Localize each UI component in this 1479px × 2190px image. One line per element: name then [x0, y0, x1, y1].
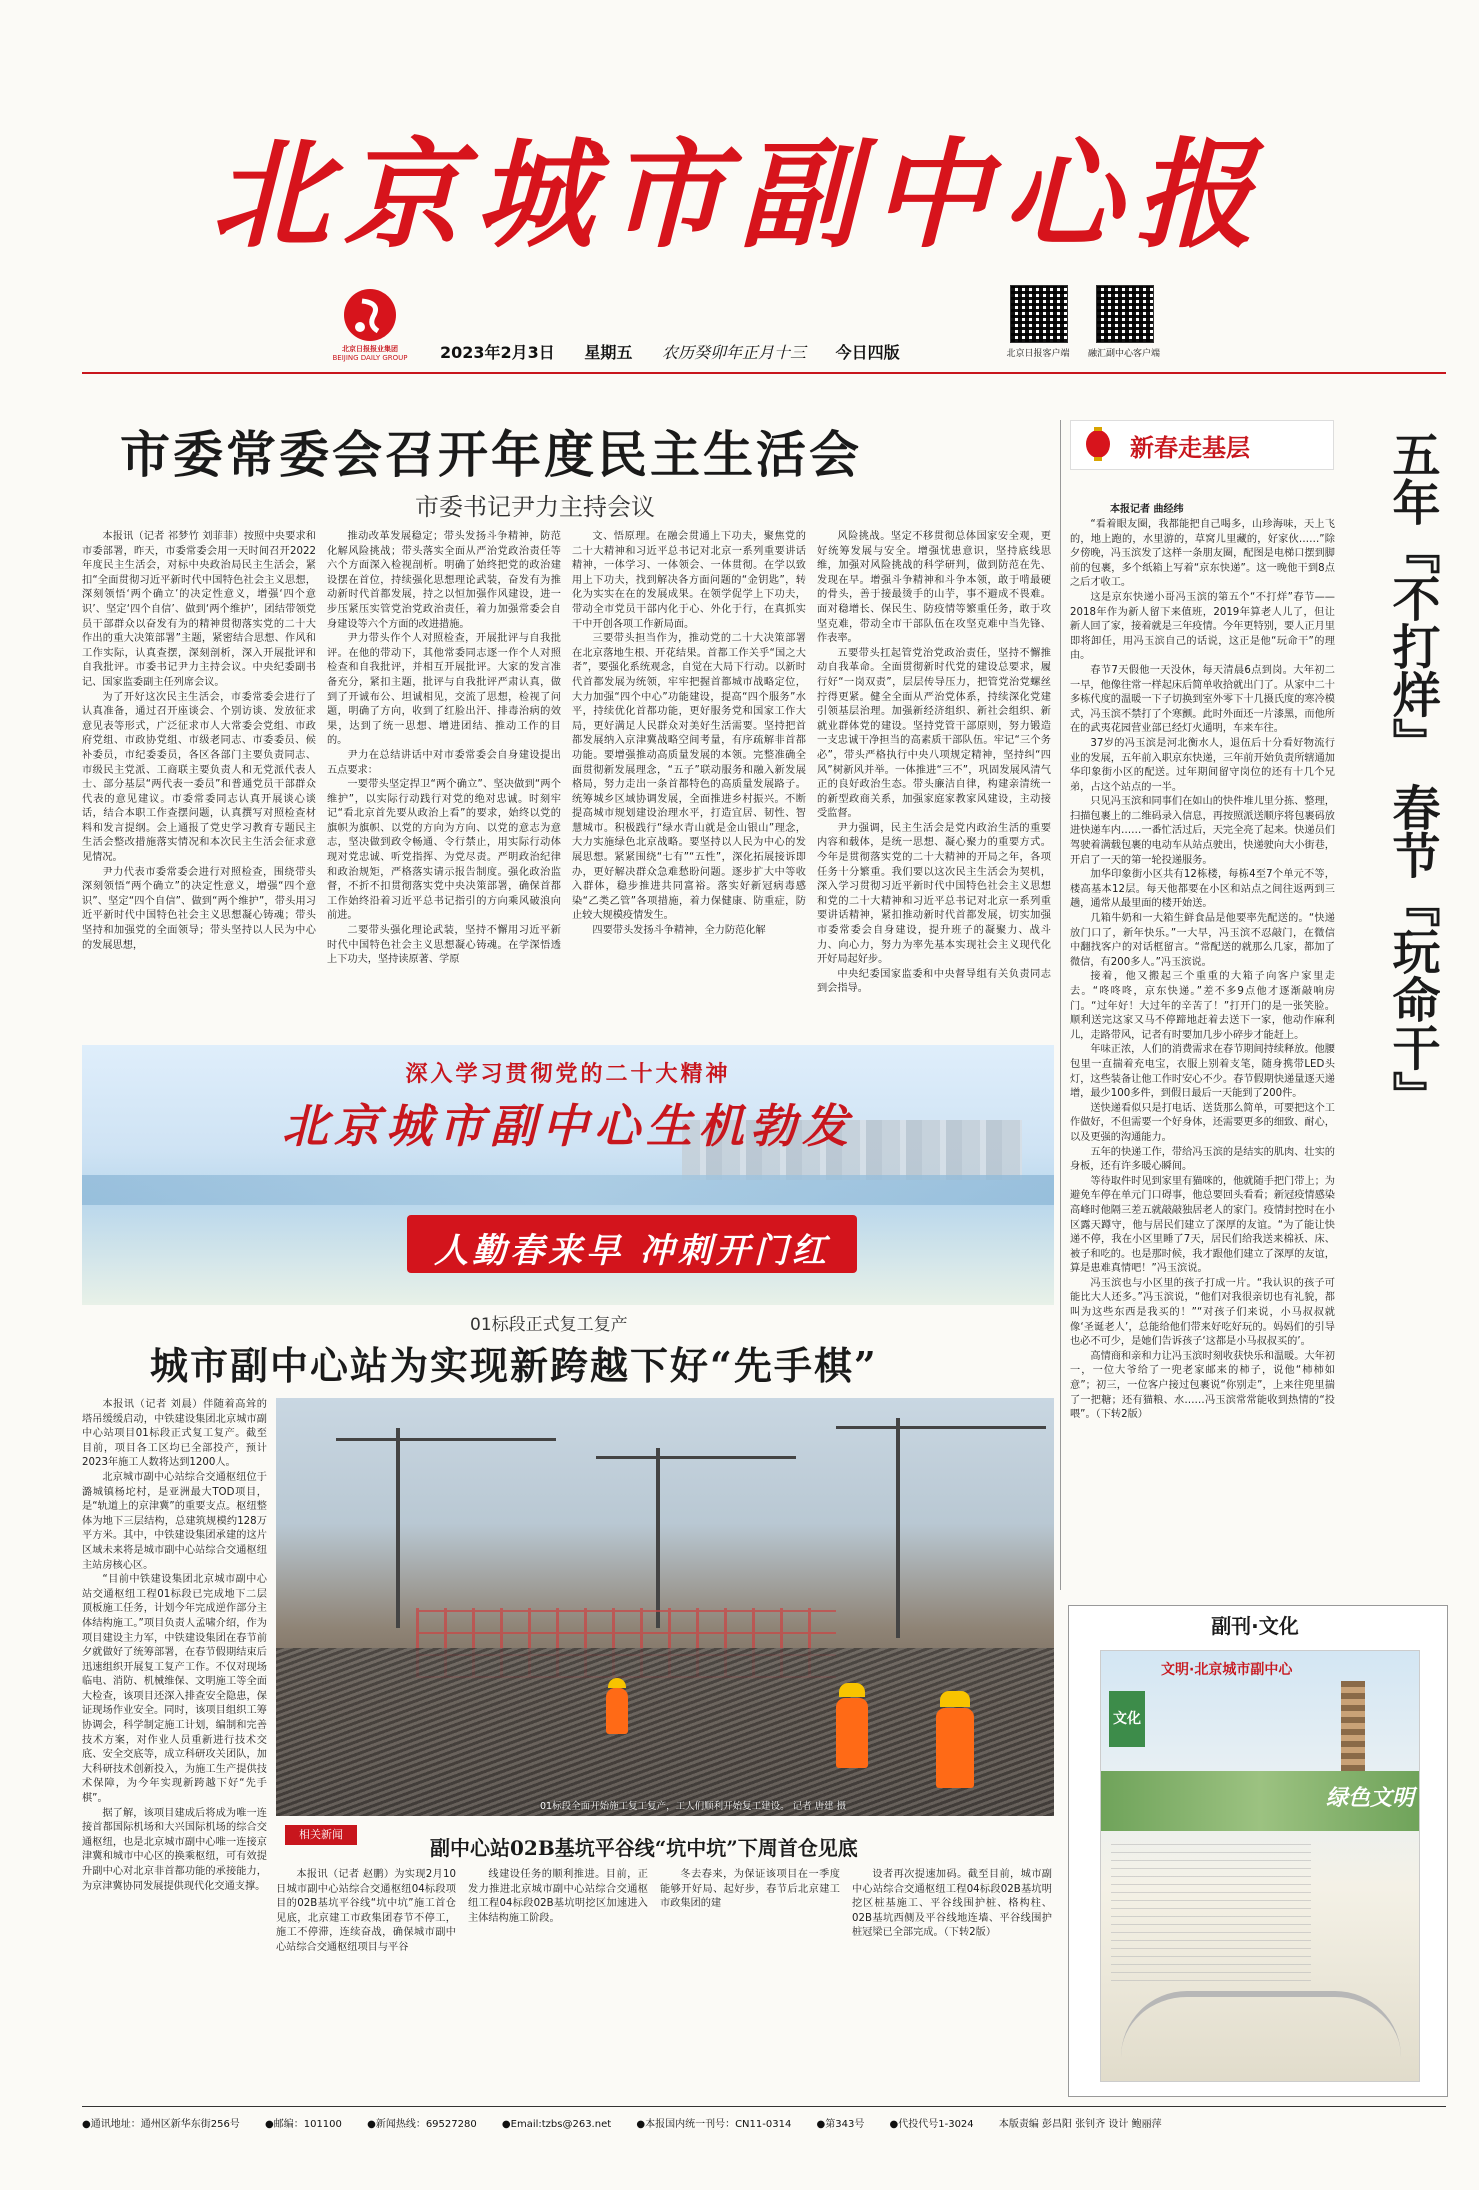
paragraph: 五要带头扛起管党治党政治责任，坚持不懈推动自我革命。全面贯彻新时代党的建设总要求，履行好“一岗双责”，层层传导压力，把管党治党螺丝拧得更紧。健全全面从严治党体系，持续深化党建引领基层治理。加强新经济组织、新社会组织、新就业群体党的建设。坚持党管干部原则，努力锻造一支忠诚干净担当的高素质干部队伍。牢记“三个务必”，带头严格执行中央八项规定精神，坚持纠“四风”树新风并举。一体推进“三不”，巩固发展风清气正的良好政治生态。带头廉洁自律，构建亲清统一的新型政商关系，加强家庭家教家风建设，主动接受监督。 — [817, 647, 1051, 820]
masthead-rule — [82, 372, 1446, 374]
right-vertical-headline: 五年『不打烊』 春节『玩命干』 — [1384, 430, 1440, 1119]
issue-weekday: 星期五 — [584, 343, 633, 362]
second-headline: 城市副中心站为实现新跨越下好“先手棋” — [150, 1343, 878, 1388]
paragraph: 中央纪委国家监委和中央督导组有关负责同志到会指导。 — [817, 968, 1051, 995]
crane-image — [596, 1456, 796, 1459]
lead-column-2 — [327, 530, 561, 1030]
second-story-body — [82, 1398, 267, 2098]
footer-rule — [82, 2106, 1446, 2107]
related-column-4 — [852, 1868, 1052, 2088]
paragraph: 春节7天假他一天没休，每天清晨6点到岗。大年初二一早，他像往常一样起床后简单收拾就出门了。从家中二十多栋代度的温暖一下子切换到室外零下十几摄氏度的寒冷模式，冯玉滨不禁打了个寒颤。此时外面还一片漆黑，而他所在的武夷花园营业部已经灯火通明，车来车往。 — [1070, 664, 1335, 735]
paragraph: 四要带头发扬斗争精神，全力防范化解 — [592, 925, 766, 937]
paragraph: 文、悟原理。在融会贯通上下功夫，聚焦党的二十大精神和习近平总书记对北京一系列重要讲话精神，一体学习、一体领会、一体贯彻。在学以致用上下功夫，找到解决各方面问题的“金钥匙”，转化为实实在在的发展成果。在领学促学上下功夫，带动全市党员干部内化于心、外化于行，在真抓实干中开创各项工作新局面。 — [572, 531, 806, 630]
lead-column-1 — [82, 530, 316, 1030]
paragraph: 设者再次提速加码。截至目前，城市副中心站综合交通枢纽工程04标段02B基坑明挖区桩基施工、平谷线围护桩、格构柱、02B基坑西侧及平谷线地连墙、平谷线围护桩冠梁已全部完成。（下转2版） — [852, 1869, 1052, 1939]
paragraph: 本报讯（记者 赵鹏）为实现2月10日城市副中心站综合交通枢纽04标段项目的02B基坑平谷线“坑中坑”施工首仓见底，北京建工市政集团春节不停工，施工不停滞，连续奋战，确保城市副中心站综合交通枢纽项目与平谷 — [276, 1869, 456, 1953]
supplement-thumbnail[interactable] — [1100, 1650, 1420, 2082]
qr-label: 北京日报客户端 — [1006, 349, 1070, 359]
crane-image — [836, 1426, 1046, 1429]
footer-editors: 本版责编 彭昌阳 张钊齐 设计 鲍丽萍 — [998, 2119, 1162, 2130]
worker-image — [936, 1708, 974, 1788]
paragraph: 据了解，该项目建成后将成为唯一连接首都国际机场和大兴国际机场的综合交通枢纽，也是北京城市副中心唯一连接京津冀和城市中心区的换乘枢纽，可有效提升副中心对北京非首都功能的承接能力，为京津冀协同发展提供现代化交通支撑。 — [82, 1807, 267, 1892]
article-preview-image — [1111, 1841, 1311, 1981]
masthead-title: 北京城市副中心报 — [211, 125, 1268, 264]
paragraph: 尹力强调，民主生活会是党内政治生活的重要内容和载体，是统一思想、凝心聚力的重要方式。今年是贯彻落实党的二十大精神的开局之年，各项任务十分繁重。我们要以这次民主生活会为契机，深入学习贯彻习近平新时代中国特色社会主义思想和党的二十大精神和习近平总书记对北京一系列重要讲话精神，紧扣推动新时代首都发展，切实加强市委常委会自身建设，提升班子的凝聚力、战斗力、向心力，努力为率先基本实现社会主义现代化开好局起好步。 — [817, 822, 1051, 966]
helmet-image — [839, 1683, 865, 1697]
qr-code-icon[interactable] — [1096, 285, 1154, 343]
paragraph: 线建设任务的顺利推进。目前，正发力推进北京城市副中心站综合交通枢纽工程04标段02B基坑明挖区加速进入主体结构施工阶段。 — [468, 1869, 648, 1924]
dateline — [440, 340, 900, 363]
paragraph: 一要带头坚定捍卫“两个确立”、坚决做到“两个维护”，以实际行动践行对党的绝对忠诚。时刻牢记“看北京首先要从政治上看”的要求，始终以党的旗帜为旗帜、以党的方向为方向、以党的意志为意志，坚决做到政令畅通、令行禁止，用实际行动体现对党忠诚、听党指挥、为党尽责。严明政治纪律和政治规矩，严格落实请示报告制度。强化政治监督，不折不扣贯彻落实党中央决策部署，确保首都工作始终沿着习近平总书记指引的方向乘风破浪向前进。 — [327, 779, 561, 922]
helmet-image — [940, 1691, 970, 1707]
related-column-1 — [276, 1868, 456, 2088]
related-column-3 — [660, 1868, 840, 2088]
feature-line-3: 人勤春来早 冲刺开门红 — [434, 1231, 830, 1271]
related-news-tag: 相关新闻 — [285, 1825, 357, 1845]
group-name-en: BEIJING DAILY GROUP — [332, 354, 408, 362]
lead-subhead: 市委书记尹力主持会议 — [415, 493, 655, 521]
right-byline: 本报记者 曲经纬 — [1110, 504, 1184, 515]
feature-line-2: 北京城市副中心生机勃发 — [282, 1099, 854, 1153]
footer-hotline: ●新闻热线：69527280 — [367, 2119, 477, 2130]
footer-issn: ●本报国内统一刊号：CN11-0314 — [636, 2119, 792, 2130]
supplement-title: 副刊·文化 — [1211, 1614, 1299, 1638]
river-image — [82, 1175, 1054, 1205]
footer-email: ●Email:tzbs@263.net — [501, 2119, 612, 2130]
qr-label: 融汇副中心客户端 — [1087, 349, 1160, 359]
paragraph: 本报讯（记者 祁梦竹 刘菲菲）按照中央要求和市委部署，昨天，市委常委会用一天时间召开2022年度民主生活会，对标中央政治局民主生活会，紧扣“全面贯彻习近平新时代中国特色社会主义思想，深刻领悟‘两个确立’的决定性意义，增强‘四个意识’、坚定‘四个自信’、做到‘两个维护’，团结带领党员干部群众以奋发有为的精神贯彻落实党的二十大作出的重大决策部署”主题，紧密结合思想、作风和工作实际，认真查摆，深刻剖析，深入开展批评和自我批评。市委书记尹力主持会议。中央纪委副书记、国家监委副主任列席会议。 — [82, 531, 316, 688]
section-badge: 新春走基层 — [1130, 433, 1250, 462]
footer-issue-number: ●第343号 — [816, 2119, 865, 2130]
qr-code-icon[interactable] — [1010, 285, 1068, 343]
construction-photo — [276, 1398, 1054, 1816]
paragraph: 北京城市副中心站综合交通枢纽位于潞城镇杨坨村，是亚洲最大TOD项目，是“轨道上的京津冀”的重要支点。枢纽整体为地下三层结构，总建筑规模约128万平方米。其中，中铁建设集团承建的这片区域未来将是城市副中心站综合交通枢纽主站房核心区。 — [82, 1471, 267, 1571]
related-column-2 — [468, 1868, 648, 2088]
paragraph: 冯玉滨也与小区里的孩子打成一片。“我认识的孩子可能比大人还多。”冯玉滨说，“他们对我很亲切也有礼貌，都叫为这些东西是我买的！”“对孩子们来说，小马叔叔就像‘圣诞老人’，总能给他们带来好吃好玩的。妈妈们的引导也必不可少，是她们告诉孩子‘这都是小马叔叔买的’。 — [1070, 1277, 1335, 1348]
group-name — [330, 345, 410, 363]
paragraph: 二要带头强化理论武装，坚持不懈用习近平新时代中国特色社会主义思想凝心铸魂。在学深悟透上下功夫，坚持读原著、学原 — [327, 925, 561, 966]
footer-postcode: ●邮编：101100 — [265, 2119, 342, 2130]
group-logo-icon — [340, 285, 400, 345]
lead-column-3 — [572, 530, 806, 1030]
related-headline: 副中心站02B基坑平谷线“坑中坑”下周首仓见底 — [430, 1836, 858, 1860]
paragraph: 几箱牛奶和一大箱生鲜食品是他要率先配送的。“快递放门口了，新年快乐。”一大早，冯玉滨不忍敲门，在微信中翻找客户的对话框留言。“常配送的就那么几家，都加了微信，有200多人。”冯玉滨说。 — [1070, 913, 1335, 968]
paragraph: 本报讯（记者 刘晨）伴随着高耸的塔吊缓缓启动，中铁建设集团北京城市副中心站项目01标段正式复工复产。截至目前，项目各工区均已全部投产，预计2023年施工人数将达到1200人。 — [82, 1399, 267, 1469]
paragraph: 为了开好这次民主生活会，市委常委会进行了认真准备，通过召开座谈会、个别访谈、发放征求意见表等形式，广泛征求市人大常委会党组、市政府党组、市政协党组、市级老同志、市委委员、候补委员，市纪委委员，各区各部门主要负责同志、市级民主党派、工商联主要负责人和无党派代表人士、部分基层“两代表一委员”和普通党员干部群众代表的意见建议。市委常委同志认真开展谈心谈话，结合本职工作查摆问题，认真撰写对照检查材料和发言提纲。会上通报了党史学习教育专题民主生活会整改措施落实情况和本次民主生活会征求意见情况。 — [82, 691, 316, 864]
paragraph: 尹力带头作个人对照检查，开展批评与自我批评。在他的带动下，其他常委同志逐一作个人对照检查和自我批评，并相互开展批评。大家的发言准备充分，紧扣主题，批评与自我批评严肃认真，做到了开诚布公、坦诚相见，交流了思想，检视了问题，明确了方向，收到了红脸出汗、排毒治病的效果，达到了统一思想、增进团结、推动工作的目的。 — [327, 633, 561, 747]
pagoda-image — [1341, 1681, 1365, 1771]
worker-image — [606, 1688, 628, 1734]
lead-headline: 市委常委会召开年度民主生活会 — [120, 425, 862, 484]
second-kicker: 01标段正式复工复产 — [470, 1315, 628, 1335]
crane-image — [896, 1418, 900, 1638]
paragraph: 送快递看似只是打电话、送货那么简单，可要把这个工作做好，不但需要一个好身体，还需要更多的细致、耐心，以及更强的沟通能力。 — [1070, 1102, 1335, 1143]
photo-caption: 01标段全面开始施工复工复产，工人们顺利开始复工建设。 记者 唐建 摄 — [540, 1801, 847, 1812]
paragraph: 37岁的冯玉滨是河北衡水人，退伍后十分看好物流行业的发展，五年前入职京东快递，三年前开始负责所辖通加华印象街小区的配送。过年期间留守岗位的还有十几个兄弟，占这个站点的一半。 — [1070, 737, 1335, 793]
paragraph: 加华印象街小区共有12栋楼，每栋4至7个单元不等，楼高基本12层。每天他都要在小区和站点之间往返两到三趟，通常从最里面的楼开始送。 — [1070, 869, 1335, 910]
feature-line-1: 深入学习贯彻党的二十大精神 — [405, 1062, 731, 1087]
paragraph: 尹力在总结讲话中对市委常委会自身建设提出五点要求： — [327, 749, 561, 776]
paragraph: 冬去春来，为保证该项目在一季度能够开好局、起好步，春节后北京建工市政集团的建 — [660, 1869, 840, 1910]
footer-postal-code: ●代投代号1-3024 — [889, 2119, 974, 2130]
paragraph: 等待取件时见到家里有猫咪的，他就随手把门带上；为避免车停在单元门口碍事，他总要回头看看；新冠疫情感染高峰时他隔三差五就敲敲独居老人的家门。疫情封控时在小区露天蹲守，他与居民们建立了深厚的友谊。“为了能让快递不停，我在小区里睡了7天，居民们给我送来棉袄、床、被子和吃的。也是那时候，我才跟他们建立了深厚的友谊，算是患难真情吧！”冯玉滨说。 — [1070, 1175, 1335, 1275]
paragraph: 五年的快递工作，带给冯玉滨的是结实的肌肉、壮实的身板，还有许多暖心瞬间。 — [1070, 1146, 1335, 1173]
paragraph: 尹力代表市委常委会进行对照检查，围绕带头深刻领悟“两个确立”的决定性意义，增强“四个意识”、坚定“四个自信”、做到“两个维护”，带头用习近平新时代中国特色社会主义思想凝心铸魂；带头坚持和加强党的全面领导；带头坚持以人民为中心的发展思想， — [82, 866, 316, 951]
group-name-cn: 北京日报报业集团 — [342, 345, 398, 353]
issue-lunar: 农历癸卯年正月十三 — [661, 343, 806, 362]
paragraph: 年味正浓，人们的消费需求在春节期间持续释放。他腰包里一直揣着充电宝，衣服上别着支笔，随身携带LED头灯，这些装备让他工作时安心不少。春节假期快递量逐天递增，最少100多件，到假日最后一天能到了200件。 — [1070, 1044, 1335, 1100]
paragraph: 风险挑战。坚定不移贯彻总体国家安全观，更好统筹发展与安全。增强忧患意识，坚持底线思维，加强对风险挑战的科学研判，做到防范在先、发现在早。增强斗争精神和斗争本领，敢于啃最硬的骨头，善于接最烫手的山芋，事不避成不畏难。面对稳增长、保民生、防疫情等繁重任务，敢于攻坚克难，带动全市干部队伍在攻坚克难中当先锋、作表率。 — [817, 531, 1051, 645]
crane-image — [656, 1448, 660, 1628]
paragraph: 这是京东快递小哥冯玉滨的第五个“不打烊”春节——2018年作为新人留下来值班，2019年算老人儿了，但让新人回了家，接着就是三年疫情。今年更特别，要人正月里即将卸任，用冯玉滨自己的话说，这正是他“玩命干”的理由。 — [1070, 591, 1335, 662]
bridge-image — [1121, 1991, 1401, 2057]
crane-image — [396, 1428, 400, 1628]
paragraph: “看着眼友圈，我都能把自己喝多，山珍海味，天上飞的，地上跑的，水里游的，草窝儿里藏的，好家伙……”除夕傍晚，冯玉滨发了这样一条朋友圈，配图是电梯口摆到脚前的包裹，多个纸箱上写着“京东快递”。这一晚他干到8点之后才收工。 — [1070, 519, 1335, 589]
supplement-tagline: 文明·北京城市副中心 — [1161, 1662, 1293, 1678]
column-divider — [1060, 420, 1061, 1590]
lead-column-4 — [817, 530, 1051, 1030]
paragraph: “目前中铁建设集团北京城市副中心站交通枢纽工程01标段已完成地下二层顶板施工任务，计划今年完成逆作部分主体结构施工。”项目负责人孟啸介绍，作为项目建设主力军，中铁建设集团在春节前夕就做好了统筹部署，在春节假期结束后迅速组织开展复工复产工作。不仅对现场临电、消防、机械维保、文明施工等全面大检查，该项目还深入排查安全隐患，保证现场作业安全。同时，该项目组织工筹协调会，科学制定施工计划，编制和完善技术方案，对作业人员重新进行技术交底、安全交底等，成立科研攻关团队，加大科研技术创新投入，为施工生产提供技术保障，为今年实现新跨越下好“先手棋”。 — [82, 1574, 267, 1805]
footer-address: ●通讯地址：通州区新华东街256号 — [82, 2119, 240, 2130]
feature-banner — [82, 1045, 1054, 1305]
issue-pages: 今日四版 — [835, 343, 900, 362]
paragraph: 推动改革发展稳定；带头发扬斗争精神，防范化解风险挑战；带头落实全面从严治党政治责任等六个方面深入检视剖析。明确了始终把党的政治建设摆在首位，持续强化思想理论武装，奋发有为推动新时代首都发展，持之以恒加强作风建设，进一步压紧压实管党治党政治责任，着力加强常委会自身建设等六个方面的改进措施。 — [327, 531, 561, 630]
paragraph: 只见冯玉滨和同事们在如山的快件堆儿里分拣、整理，扫描包裹上的二维码录入信息，再按照派送顺序将包裹码放进快递车内……一番忙活过后，天完全亮了起来。快递员们驾驶着满载包裹的电动车从站点驶出，快递驶向大小街巷，开启了一天的第一轮投递服务。 — [1070, 796, 1335, 866]
crane-image — [336, 1438, 556, 1441]
supplement-badge: 文化 — [1109, 1691, 1145, 1747]
paragraph: 三要带头担当作为，推动党的二十大决策部署在北京落地生根、开花结果。首都工作关乎“国之大者”，要强化系统观念，自觉在大局下行动。以新时代首都发展为统领，牢牢把握首都城市战略定位，大力加强“四个中心”功能建设，提高“四个服务”水平，持续优化首都功能，更好服务党和国家工作大局，更好满足人民群众对美好生活需要。坚持把首都发展纳入京津冀战略空间考量，有序疏解非首都功能。要增强推动高质量发展的本领。完整准确全面贯彻新发展理念，“五子”联动服务和融入新发展格局，努力走出一条首都特色的高质量发展路子。统筹城乡区域协调发展，全面推进乡村振兴。不断提高城市规划建设治理水平，打造宜居、韧性、智慧城市。积极践行“绿水青山就是金山银山”理念，大力实施绿色北京战略。要坚持以人民为中心的发展思想。紧紧围绕“七有”“五性”，深化拓展接诉即办，更好解决群众急难愁盼问题。逐步扩大中等收入群体，稳步推进共同富裕。落实好新冠病毒感染“乙类乙管”各项措施，着力保健康、防重症，防止较大规模疫情发生。 — [572, 633, 806, 922]
issue-date: 2023年2月3日 — [440, 343, 555, 362]
paragraph: 高情商和亲和力让冯玉滨时刻收获快乐和温暖。大年初一，一位大爷给了一兜老家邮来的柿子，说他“柿柿如意”；初三，一位客户接过包裹说“你别走”，上来往兜里揣了一把糖；还有猫粮、水……冯玉滨常常能收到热情的“投喂”。（下转2版） — [1070, 1350, 1335, 1421]
paragraph: 接着，他又搬起三个重重的大箱子向客户家里走去。“咚咚咚，京东快递。”差不多9点他才逐渐敲响房门。“过年好！大过年的辛苦了！”打开门的是一张笑脸。顺利送完这家又马不停蹄地赶着去送下一家，他动作麻利儿，走路带风，记者有时要加几步小碎步才能赶上。 — [1070, 971, 1335, 1041]
supplement-green-text: 绿色文明 — [1326, 1786, 1415, 1811]
right-story-body — [1070, 518, 1335, 1600]
lantern-icon — [1078, 424, 1118, 464]
footer — [82, 2115, 1446, 2130]
worker-image — [836, 1698, 868, 1768]
